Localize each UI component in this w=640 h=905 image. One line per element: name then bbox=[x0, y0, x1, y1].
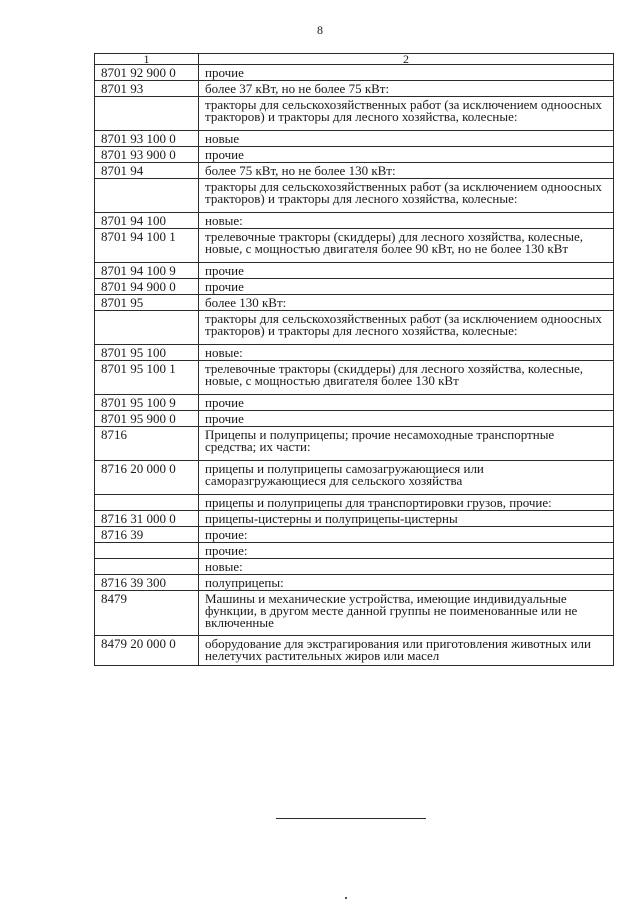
description-cell: более 130 кВт: bbox=[199, 295, 614, 311]
description-cell: прочие bbox=[199, 411, 614, 427]
tariff-code-cell: 8716 39 300 bbox=[95, 575, 199, 591]
table-row bbox=[95, 229, 614, 263]
table-row bbox=[95, 527, 614, 543]
tariff-code-cell: 8716 31 000 0 bbox=[95, 511, 199, 527]
tariff-code-cell: 8701 95 900 0 bbox=[95, 411, 199, 427]
description-cell: прочие: bbox=[199, 543, 614, 559]
table-row bbox=[95, 147, 614, 163]
description-cell: новые bbox=[199, 131, 614, 147]
table-row bbox=[95, 591, 614, 636]
table-row bbox=[95, 279, 614, 295]
column-header-1: 1 bbox=[95, 54, 199, 65]
description-cell: новые: bbox=[199, 559, 614, 575]
description-cell: прочие bbox=[199, 147, 614, 163]
table-row bbox=[95, 511, 614, 527]
description-cell: более 37 кВт, но не более 75 кВт: bbox=[199, 81, 614, 97]
tariff-code-cell: 8701 92 900 0 bbox=[95, 65, 199, 81]
tariff-code-cell: 8479 bbox=[95, 591, 199, 636]
tariff-code-cell: 8701 95 100 1 bbox=[95, 361, 199, 395]
description-cell: трелевочные тракторы (скиддеры) для лесного хозяйства, колесные, новые, с мощностью двигателя более 90 кВт, но не более 130 кВт bbox=[199, 229, 614, 263]
tariff-code-cell bbox=[95, 311, 199, 345]
tariff-code-cell: 8701 94 bbox=[95, 163, 199, 179]
tariff-code-cell bbox=[95, 179, 199, 213]
description-cell: Прицепы и полуприцепы; прочие несамоходные транспортные средства; их части: bbox=[199, 427, 614, 461]
table-body bbox=[95, 65, 614, 666]
table-row bbox=[95, 97, 614, 131]
table-row bbox=[95, 163, 614, 179]
table-row bbox=[95, 361, 614, 395]
tariff-code-cell: 8716 bbox=[95, 427, 199, 461]
table-row bbox=[95, 345, 614, 361]
description-cell: трелевочные тракторы (скиддеры) для лесного хозяйства, колесные, новые, с мощностью двигателя более 130 кВт bbox=[199, 361, 614, 395]
description-cell: прочие bbox=[199, 279, 614, 295]
table-row bbox=[95, 179, 614, 213]
description-cell: полуприцепы: bbox=[199, 575, 614, 591]
footnote-rule bbox=[276, 818, 426, 819]
page-number: 8 bbox=[317, 23, 323, 37]
tariff-code-cell: 8701 93 100 0 bbox=[95, 131, 199, 147]
tariff-code-cell: 8701 95 100 bbox=[95, 345, 199, 361]
tariff-code-cell bbox=[95, 543, 199, 559]
column-header-2: 2 bbox=[199, 54, 614, 65]
table-row bbox=[95, 295, 614, 311]
description-cell: прицепы и полуприцепы для транспортировки грузов, прочие: bbox=[199, 495, 614, 511]
description-cell: тракторы для сельскохозяйственных работ (за исключением одноосных тракторов) и тракторы для лесного хозяйства, колесные: bbox=[199, 97, 614, 131]
description-cell: тракторы для сельскохозяйственных работ (за исключением одноосных тракторов) и тракторы для лесного хозяйства, колесные: bbox=[199, 179, 614, 213]
table-row bbox=[95, 65, 614, 81]
description-cell: прицепы и полуприцепы самозагружающиеся или саморазгружающиеся для сельского хозяйства bbox=[199, 461, 614, 495]
table-row bbox=[95, 636, 614, 666]
description-cell: прочие: bbox=[199, 527, 614, 543]
table-row bbox=[95, 559, 614, 575]
tariff-code-cell: 8701 93 900 0 bbox=[95, 147, 199, 163]
tariff-code-cell bbox=[95, 495, 199, 511]
description-cell: новые: bbox=[199, 213, 614, 229]
description-cell: прочие bbox=[199, 263, 614, 279]
table-row bbox=[95, 495, 614, 511]
table-row bbox=[95, 311, 614, 345]
table-row bbox=[95, 575, 614, 591]
table-row bbox=[95, 411, 614, 427]
description-cell: тракторы для сельскохозяйственных работ (за исключением одноосных тракторов) и тракторы для лесного хозяйства, колесные: bbox=[199, 311, 614, 345]
table-header-row bbox=[95, 54, 614, 65]
tariff-code-cell bbox=[95, 559, 199, 575]
tariff-code-cell: 8701 94 100 9 bbox=[95, 263, 199, 279]
scan-mark bbox=[345, 897, 347, 899]
description-cell: прицепы-цистерны и полуприцепы-цистерны bbox=[199, 511, 614, 527]
tariff-code-cell: 8716 20 000 0 bbox=[95, 461, 199, 495]
table-row bbox=[95, 427, 614, 461]
tariff-code-cell: 8701 94 100 bbox=[95, 213, 199, 229]
tariff-code-cell: 8701 94 900 0 bbox=[95, 279, 199, 295]
description-cell: новые: bbox=[199, 345, 614, 361]
table-row bbox=[95, 131, 614, 147]
tariff-code-cell: 8716 39 bbox=[95, 527, 199, 543]
tariff-code-cell: 8701 94 100 1 bbox=[95, 229, 199, 263]
description-cell: прочие bbox=[199, 65, 614, 81]
table-row bbox=[95, 81, 614, 97]
tariff-code-table bbox=[94, 53, 614, 666]
table-row bbox=[95, 395, 614, 411]
table-row bbox=[95, 461, 614, 495]
tariff-code-cell: 8701 95 100 9 bbox=[95, 395, 199, 411]
tariff-code-cell: 8701 93 bbox=[95, 81, 199, 97]
tariff-code-cell bbox=[95, 97, 199, 131]
description-cell: прочие bbox=[199, 395, 614, 411]
table-row bbox=[95, 263, 614, 279]
table-row bbox=[95, 543, 614, 559]
tariff-code-cell: 8701 95 bbox=[95, 295, 199, 311]
tariff-code-cell: 8479 20 000 0 bbox=[95, 636, 199, 666]
description-cell: Машины и механические устройства, имеющие индивидуальные функции, в другом месте данной группы не поименованные или не включенные bbox=[199, 591, 614, 636]
table-row bbox=[95, 213, 614, 229]
description-cell: более 75 кВт, но не более 130 кВт: bbox=[199, 163, 614, 179]
description-cell: оборудование для экстрагирования или приготовления животных или нелетучих растительных жиров или масел bbox=[199, 636, 614, 666]
